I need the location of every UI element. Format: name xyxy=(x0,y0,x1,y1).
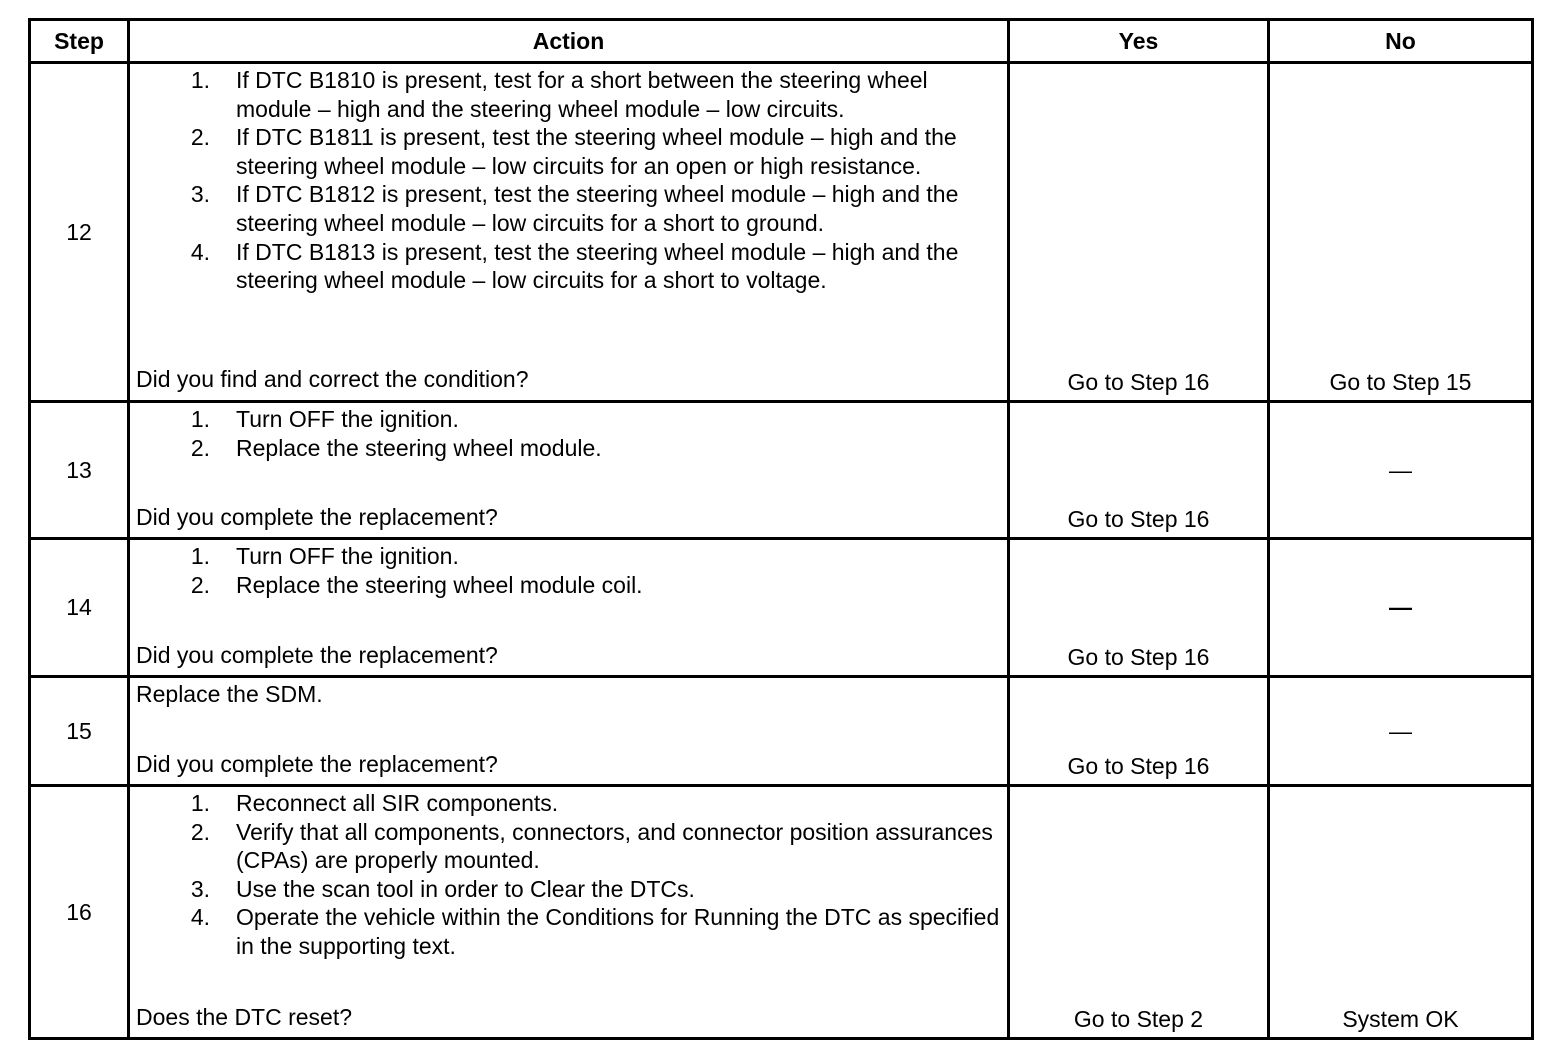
header-yes: Yes xyxy=(1009,20,1269,63)
list-item: 3. Use the scan tool in order to Clear the DTCs. xyxy=(190,875,695,902)
action-text: Replace the SDM. xyxy=(136,681,323,707)
action-list xyxy=(136,66,1003,295)
list-item: 3. If DTC B1812 is present, test the steering wheel module – high and the steering wheel module – low circuits for a short to ground. xyxy=(190,181,959,236)
action-list xyxy=(136,405,1003,462)
question-text: Did you complete the replacement? xyxy=(136,504,498,531)
step-number: 16 xyxy=(30,786,129,1039)
header-action: Action xyxy=(129,20,1009,63)
list-item: 1. Turn OFF the ignition. xyxy=(190,406,459,432)
question-text: Did you complete the replacement? xyxy=(136,751,498,778)
action-cell xyxy=(129,786,1009,1039)
list-item: 2. If DTC B1811 is present, test the steering wheel module – high and the steering wheel module – low circuits for an open or high resistance. xyxy=(190,124,957,179)
table-row xyxy=(30,677,1533,786)
question-text: Does the DTC reset? xyxy=(136,1004,353,1031)
list-item: 2. Replace the steering wheel module coil. xyxy=(190,571,643,598)
yes-answer: Go to Step 16 xyxy=(1009,539,1269,677)
header-step: Step xyxy=(30,20,129,63)
no-answer: — xyxy=(1269,402,1533,539)
no-answer: System OK xyxy=(1269,786,1533,1039)
list-item: 4. If DTC B1813 is present, test the steering wheel module – high and the steering wheel module – low circuits for a short to voltage. xyxy=(190,238,959,294)
table-row xyxy=(30,539,1533,677)
table-row xyxy=(30,402,1533,539)
question-text: Did you find and correct the condition? xyxy=(136,366,529,393)
header-no: No xyxy=(1269,20,1533,63)
action-list xyxy=(136,789,1003,961)
diagnostic-table xyxy=(28,18,1534,1040)
action-cell xyxy=(129,402,1009,539)
list-item: 2. Replace the steering wheel module. xyxy=(190,434,602,461)
action-cell xyxy=(129,677,1009,786)
no-answer: Go to Step 15 xyxy=(1269,63,1533,402)
table-row xyxy=(30,786,1533,1039)
list-item: 4. Operate the vehicle within the Conditions for Running the DTC as specified in the supporting text. xyxy=(190,904,1000,959)
yes-answer: Go to Step 2 xyxy=(1009,786,1269,1039)
list-item: 2. Verify that all components, connectors, and connector position assurances (CPAs) are properly mounted. xyxy=(190,818,993,874)
step-number: 15 xyxy=(30,677,129,786)
no-answer: — xyxy=(1269,677,1533,786)
action-cell xyxy=(129,539,1009,677)
list-item: 1. If DTC B1810 is present, test for a short between the steering wheel module – high and the steering wheel module – low circuits. xyxy=(190,67,928,122)
question-text: Did you complete the replacement? xyxy=(136,642,498,669)
table-row xyxy=(30,63,1533,402)
list-item: 1. Reconnect all SIR components. xyxy=(190,790,559,816)
yes-answer: Go to Step 16 xyxy=(1009,402,1269,539)
list-item: 1. Turn OFF the ignition. xyxy=(190,543,459,569)
yes-answer: Go to Step 16 xyxy=(1009,63,1269,402)
step-number: 13 xyxy=(30,402,129,539)
no-answer: — xyxy=(1269,539,1533,677)
action-cell xyxy=(129,63,1009,402)
action-list xyxy=(136,542,1003,599)
yes-answer: Go to Step 16 xyxy=(1009,677,1269,786)
step-number: 12 xyxy=(30,63,129,402)
step-number: 14 xyxy=(30,539,129,677)
header-row xyxy=(30,20,1533,63)
